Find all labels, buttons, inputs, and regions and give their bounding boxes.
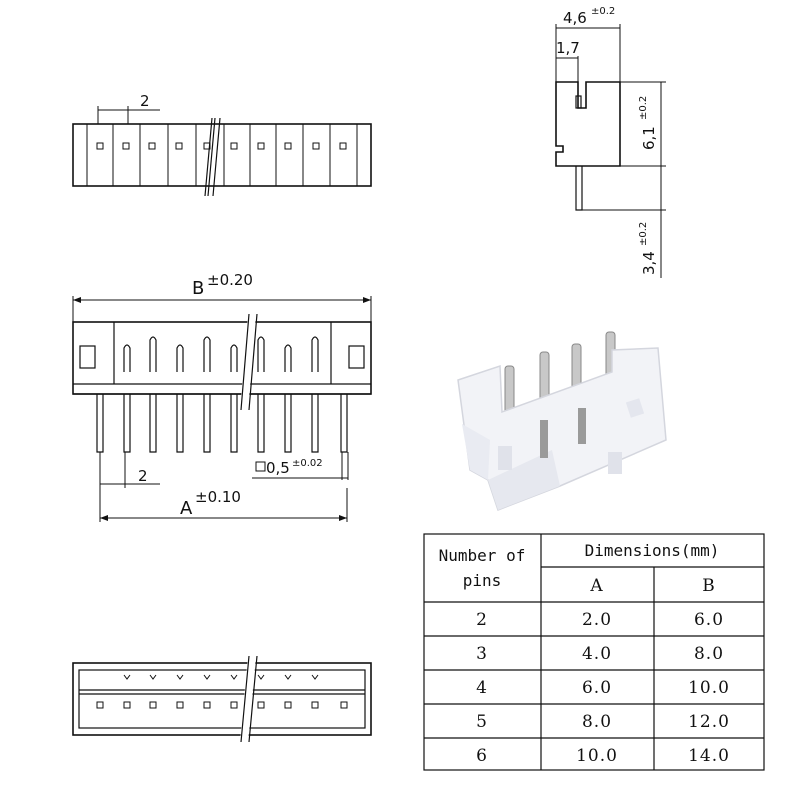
pin-top xyxy=(258,337,264,372)
side-height-tol: ±0.2 xyxy=(638,95,649,120)
pin-bottom xyxy=(231,394,237,452)
table-cell-a: 2.0 xyxy=(581,610,613,630)
connector-photo xyxy=(458,332,666,510)
top-pin-square xyxy=(176,143,182,149)
bottom-pin-square xyxy=(258,702,264,708)
bottom-pin-square xyxy=(231,702,237,708)
table-cell-a: 6.0 xyxy=(581,678,613,698)
table-cell-pins: 3 xyxy=(476,644,488,664)
top-pitch-label: 2 xyxy=(140,92,150,110)
dimensions-table xyxy=(424,534,764,770)
top-pin-square xyxy=(123,143,129,149)
pin-top xyxy=(285,345,291,372)
top-pin-square xyxy=(313,143,319,149)
top-pin-square xyxy=(340,143,346,149)
table-cell-pins: 4 xyxy=(476,678,488,698)
pin-bottom xyxy=(204,394,210,452)
table-cell-b: 6.0 xyxy=(693,610,725,630)
table-cell-b: 8.0 xyxy=(693,644,725,664)
pin-top xyxy=(124,345,130,372)
table-cell-b: 12.0 xyxy=(688,712,730,732)
table-pins-header-1: Number of xyxy=(438,546,526,565)
top-pin-square xyxy=(258,143,264,149)
table-cell-pins: 6 xyxy=(476,746,488,766)
table-cell-b: 10.0 xyxy=(688,678,730,698)
bottom-view xyxy=(73,656,371,742)
pin-bottom xyxy=(124,394,130,452)
bottom-pin-square xyxy=(312,702,318,708)
pin-top xyxy=(231,345,237,372)
table-cell-pins: 2 xyxy=(476,610,488,630)
table-cell-pins: 5 xyxy=(476,712,488,732)
table-col-b: B xyxy=(702,576,716,596)
pin-top xyxy=(150,337,156,372)
pin-bottom xyxy=(177,394,183,452)
pin-bottom xyxy=(285,394,291,452)
front-b-label: B xyxy=(192,278,205,299)
front-a-label: A xyxy=(180,498,193,519)
side-view xyxy=(556,6,666,278)
top-pin-square xyxy=(231,143,237,149)
table-cell-a: 4.0 xyxy=(581,644,613,664)
side-offset-label: 1,7 xyxy=(556,39,580,57)
front-b-tol: ±0.20 xyxy=(207,271,253,289)
pin-top xyxy=(177,345,183,372)
front-pin-size-label: 0,5 xyxy=(266,459,290,477)
table-dims-header: Dimensions(mm) xyxy=(584,541,720,560)
top-pin-square xyxy=(285,143,291,149)
bottom-pin-square xyxy=(150,702,156,708)
table-cell-a: 8.0 xyxy=(581,712,613,732)
table-cell-b: 14.0 xyxy=(688,746,730,766)
pin-bottom xyxy=(341,394,347,452)
side-pin-tol: ±0.2 xyxy=(638,221,649,246)
side-width-tol: ±0.2 xyxy=(591,6,616,17)
bottom-pin-square xyxy=(341,702,347,708)
front-pin-pitch-label: 2 xyxy=(138,467,148,485)
front-a-tol: ±0.10 xyxy=(195,488,241,506)
top-view xyxy=(73,92,371,196)
pin-bottom xyxy=(312,394,318,452)
top-pin-square xyxy=(97,143,103,149)
bottom-pin-square xyxy=(285,702,291,708)
bottom-pin-square xyxy=(177,702,183,708)
table-cell-a: 10.0 xyxy=(576,746,618,766)
table-col-a: A xyxy=(590,576,604,596)
pin-bottom xyxy=(97,394,103,452)
pin-bottom xyxy=(258,394,264,452)
side-width-label: 4,6 xyxy=(563,9,587,27)
bottom-pin-square xyxy=(124,702,130,708)
top-pin-square xyxy=(149,143,155,149)
pin-top xyxy=(204,337,210,372)
pin-bottom xyxy=(150,394,156,452)
side-pin-label: 3,4 xyxy=(640,251,658,275)
table-pins-header-2: pins xyxy=(462,571,502,590)
bottom-pin-square xyxy=(204,702,210,708)
side-height-label: 6,1 xyxy=(640,126,658,150)
pin-top xyxy=(312,337,318,372)
front-pin-size-tol: ±0.02 xyxy=(292,458,323,469)
front-view xyxy=(73,271,371,522)
bottom-pin-square xyxy=(97,702,103,708)
